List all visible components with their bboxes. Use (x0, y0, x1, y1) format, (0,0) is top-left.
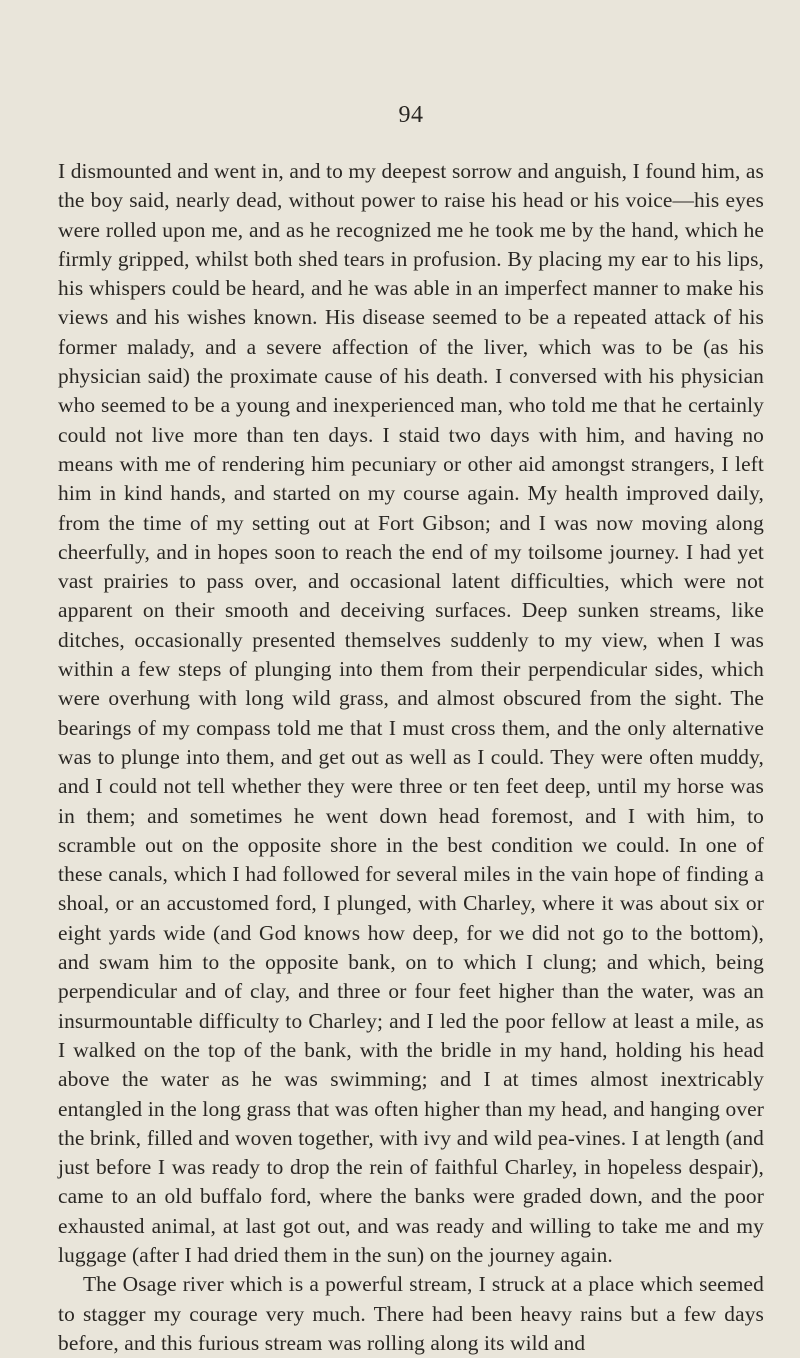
page-number: 94 (398, 102, 424, 128)
paragraph-1: I dismounted and went in, and to my deepest sorrow and anguish, I found him, as the boy said, nearly dead, without power to raise his head or his voice—his eyes were rolled upon me, and as he recognized me he took me by the hand, which he firmly gripped, whilst both shed tears in profusion. By placing my ear to his lips, his whispers could be heard, and he was able in an imperfect manner to make his views and his wishes known. His disease seemed to be a repeated attack of his former malady, and a severe affection of the liver, which was to be (as his physician said) the proximate cause of his death. I conversed with his physician who seemed to be a young and inexperienced man, who told me that he certainly could not live more than ten days. I staid two days with him, and having no means with me of rendering him pecuniary or other aid amongst strangers, I left him in kind hands, and started on my course again. My health improved daily, from the time of my setting out at Fort Gibson; and I was now moving along cheerfully, and in hopes soon to reach the end of my toilsome journey. I had yet vast prairies to pass over, and occasional latent difficulties, which were not apparent on their smooth and deceiving surfaces. Deep sunken streams, like ditches, occasionally presented themselves suddenly to my view, when I was within a few steps of plunging into them from their perpendicular sides, which were overhung with long wild grass, and almost obscured from the sight. The bearings of my compass told me that I must cross them, and the only alternative was to plunge into them, and get out as well as I could. They were often muddy, and I could not tell whether they were three or ten feet deep, until my horse was in them; and sometimes he went down head foremost, and I with him, to scramble out on the opposite shore in the best condition we could. In one of these canals, which I had followed for several miles in the vain hope of finding a shoal, or an accustomed ford, I plunged, with Charley, where it was about six or eight yards wide (and God knows how deep, for we did not go to the bottom), and swam him to the opposite bank, on to which I clung; and which, being perpendicular and of clay, and three or four feet higher than the water, was an insurmountable difficulty to Charley; and I led the poor fellow at least a mile, as I walked on the top of the bank, with the bridle in my hand, holding his head above the water as he was swimming; and I at times almost inextricably entangled in the long grass that was often higher than my head, and hanging over the brink, filled and woven together, with ivy and wild pea-vines. I at length (and just before I was ready to drop the rein of faithful Charley, in hopeless despair), came to an old buffalo ford, where the banks were graded down, and the poor exhausted animal, at last got out, and was ready and willing to take me and my luggage (after I had dried them in the sun) on the journey again. (58, 159, 764, 1267)
paragraph-2: The Osage river which is a powerful stream, I struck at a place which seemed to stagger my courage very much. There had been heavy rains but a few days before, and this furious stream was rolling along its wild and (58, 1272, 764, 1355)
body-text (58, 157, 764, 1358)
